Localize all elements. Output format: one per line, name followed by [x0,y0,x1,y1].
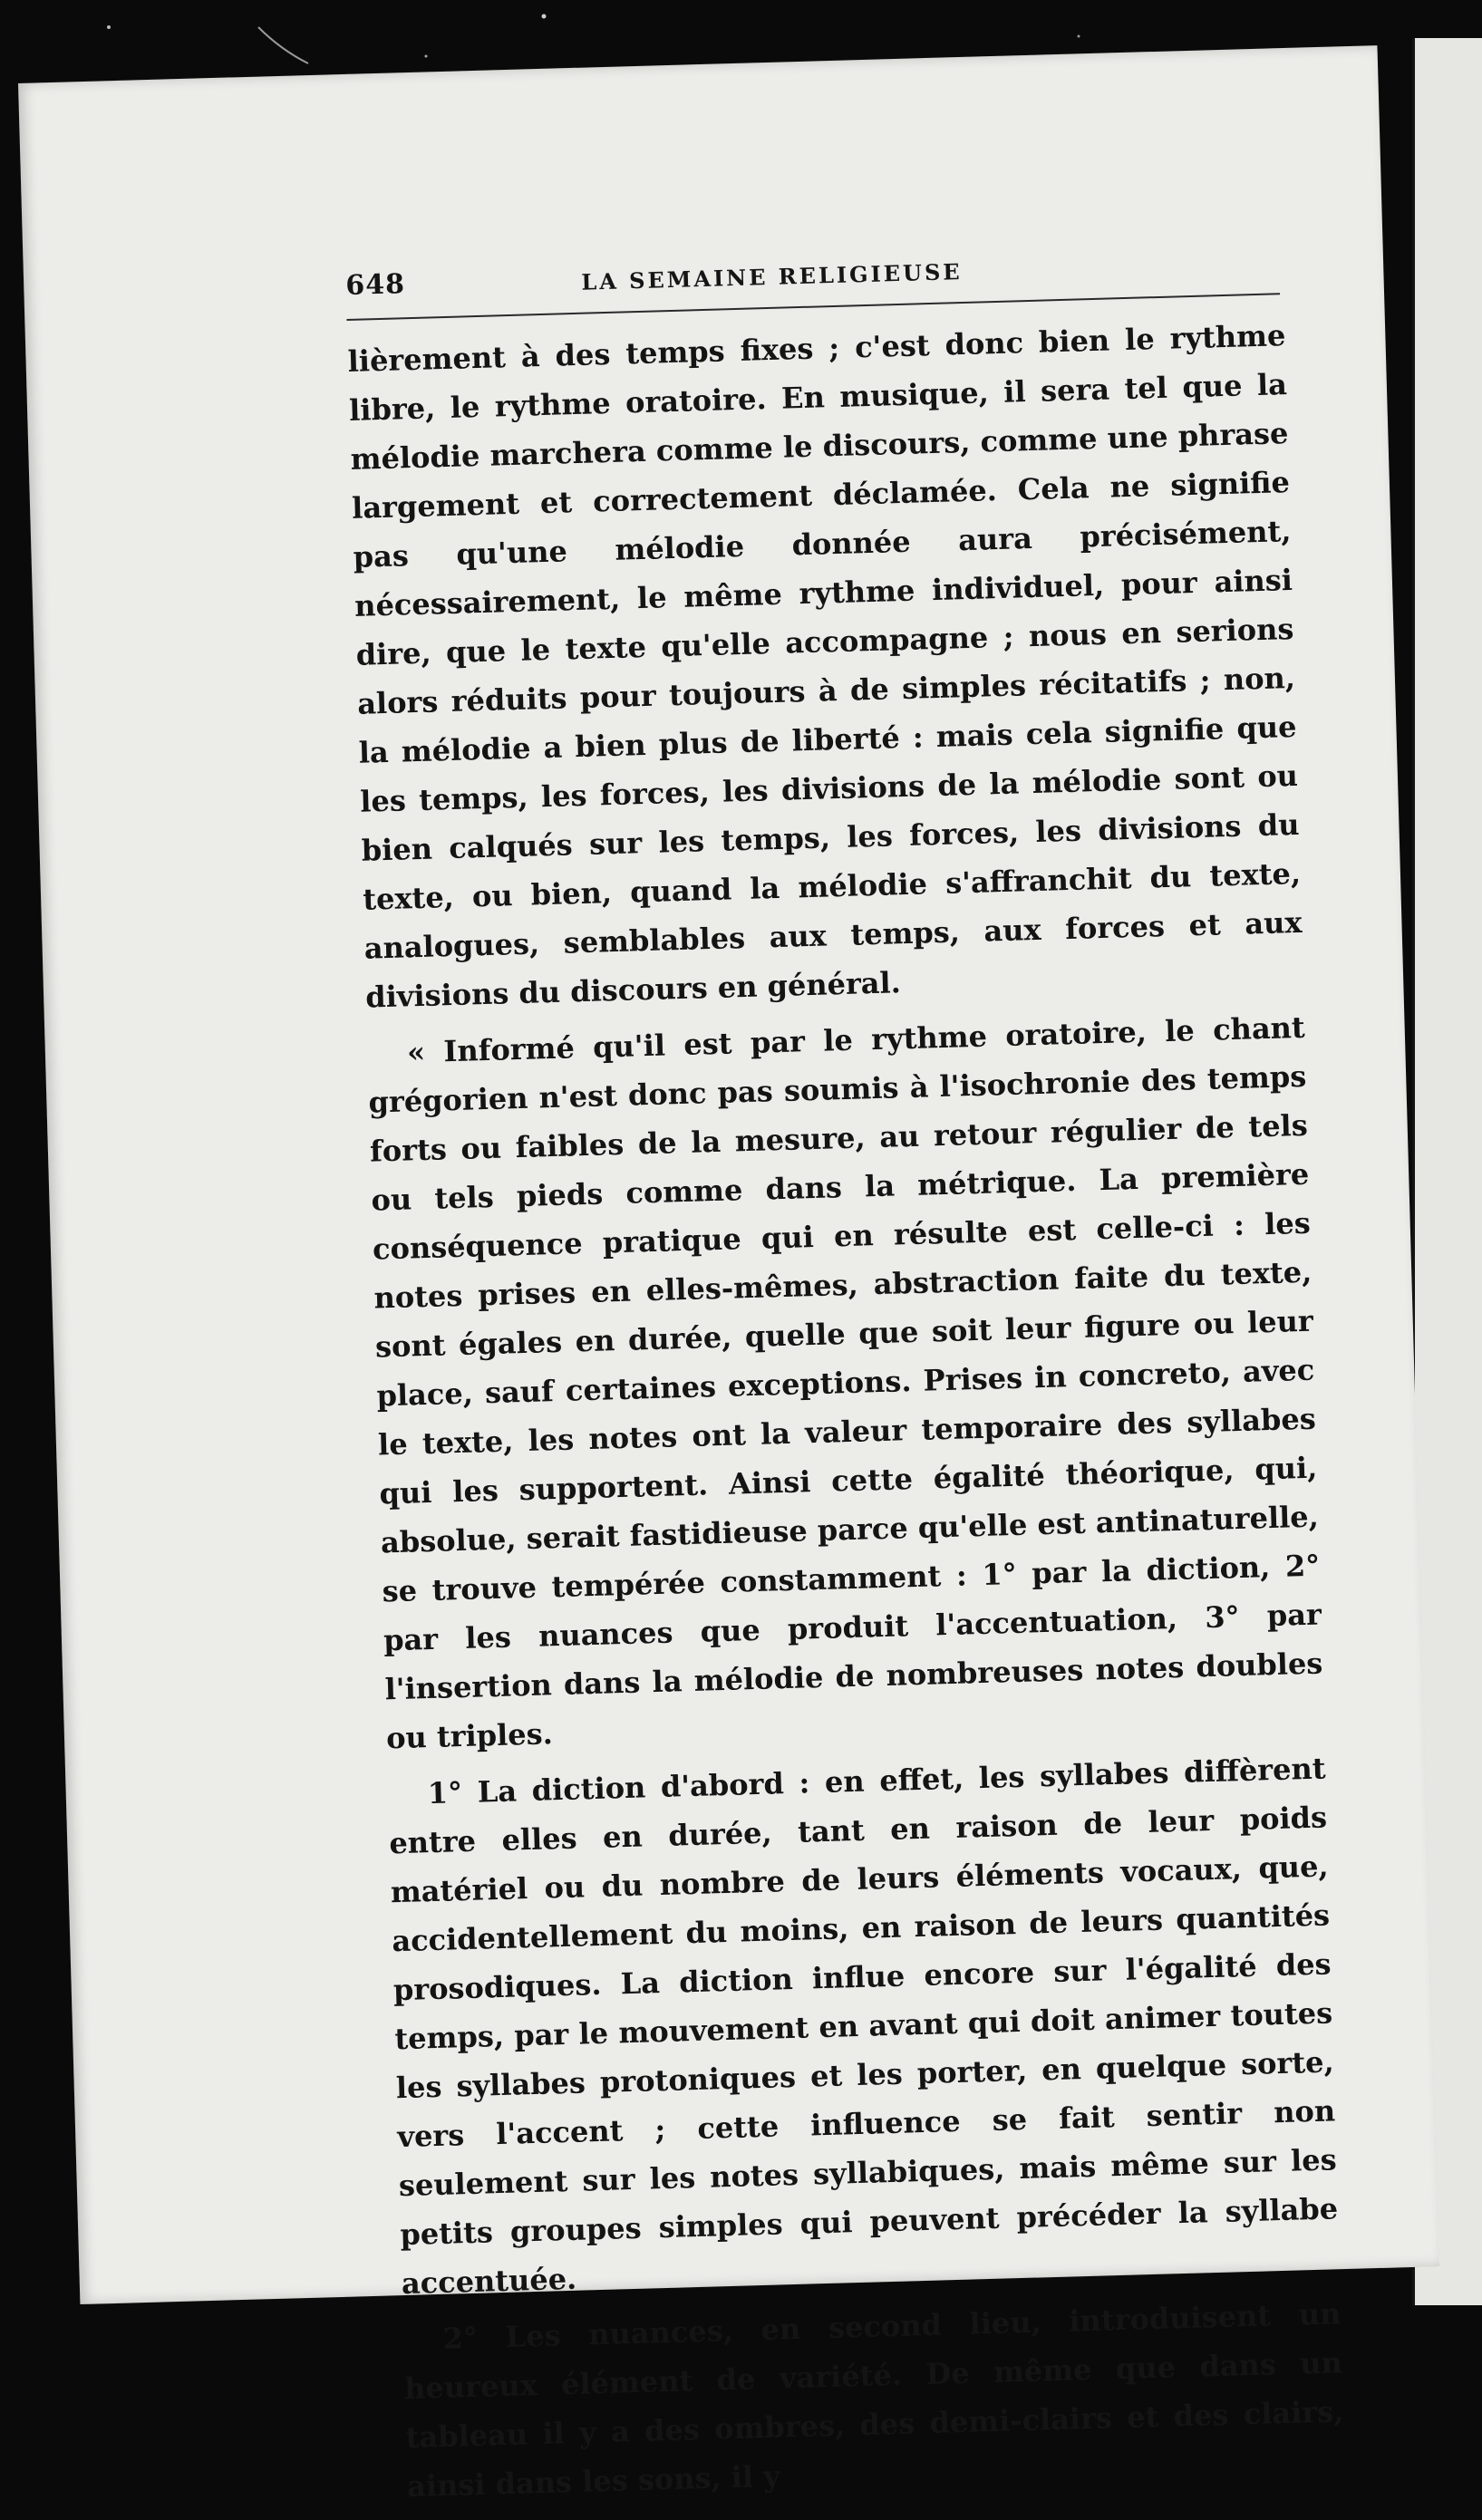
running-head [345,238,1280,321]
paragraph-rhythm: « Informé qu'il est par le rythme oratoire, le chant grégorien n'est donc pas soumis à l'isochronie des temps forts ou faibles de la mesure, au retour régulier de tels ou tels pieds comme dans la métrique. La première conséquence pratique qui en résulte est celle-ci : les notes prises en elles-mêmes, abstraction faite du texte, sont égales en durée, quelle que soit leur figure ou leur place, sauf certaines exceptions. Prises in concreto, avec le texte, les notes ont la valeur temporaire des syllabes qui les supportent. Ainsi cette égalité théorique, qui, absolue, serait fastidieuse parce qu'elle est antinaturelle, se trouve tempérée constamment : 1° par la diction, 2° par les nuances que produit l'accentuation, 3° par l'insertion dans la mélodie de nombreuses notes doubles ou triples. [368,1009,1323,1756]
paragraph-continuation: lièrement à des temps fixes ; c'est donc bien le rythme libre, le rythme oratoire. En musique, il sera tel que la mélodie marchera comme le discours, comme une phrase largement et correctement déclamée. Cela ne signifie pas qu'une mélodie donnée aura précisément, nécessairement, le même rythme individuel, pour ainsi dire, que le texte qu'elle accompagne ; nous en serions alors réduits pour toujours à de simples récitatifs ; non, la mélodie a bien plus de liberté : mais cela signifie que les temps, les forces, les divisions de la mélodie sont ou bien calqués sur les temps, les forces, les divisions du texte, ou bien, quand la mélodie s'affranchit du texte, analogues, semblables aux temps, aux forces et aux divisions du discours en général. [347,318,1303,1015]
journal-title: LA SEMAINE RELIGIEUSE [580,258,963,295]
paragraph-nuances: 2° Les nuances, en second lieu, introduisent un heureux élément de variété. De même que dans un tableau il y a des ombres, des demi-clairs et des clairs, ainsi dans les sons, il y [403,2296,1344,2505]
page-number: 648 [344,268,406,302]
paragraph-diction: 1° La diction d'abord : en effet, les syllabes diffèrent entre elles en durée, tant en raison de leur poids matériel ou du nombre de leurs éléments vocaux, que, accidentellement du moins, en raison de leurs quantités prosodiques. La diction influe encore sur l'égalité des temps, par le mouvement en avant qui doit animer toutes les syllabes protoniques et les porter, en quelque sorte, vers l'accent ; cette influence se fait sentir non seulement sur les notes syllabiques, mais même sur les petits groupes simples qui peuvent précéder la syllabe accentuée. [388,1751,1339,2302]
body-text [347,311,1346,2511]
book-page [18,45,1439,2505]
